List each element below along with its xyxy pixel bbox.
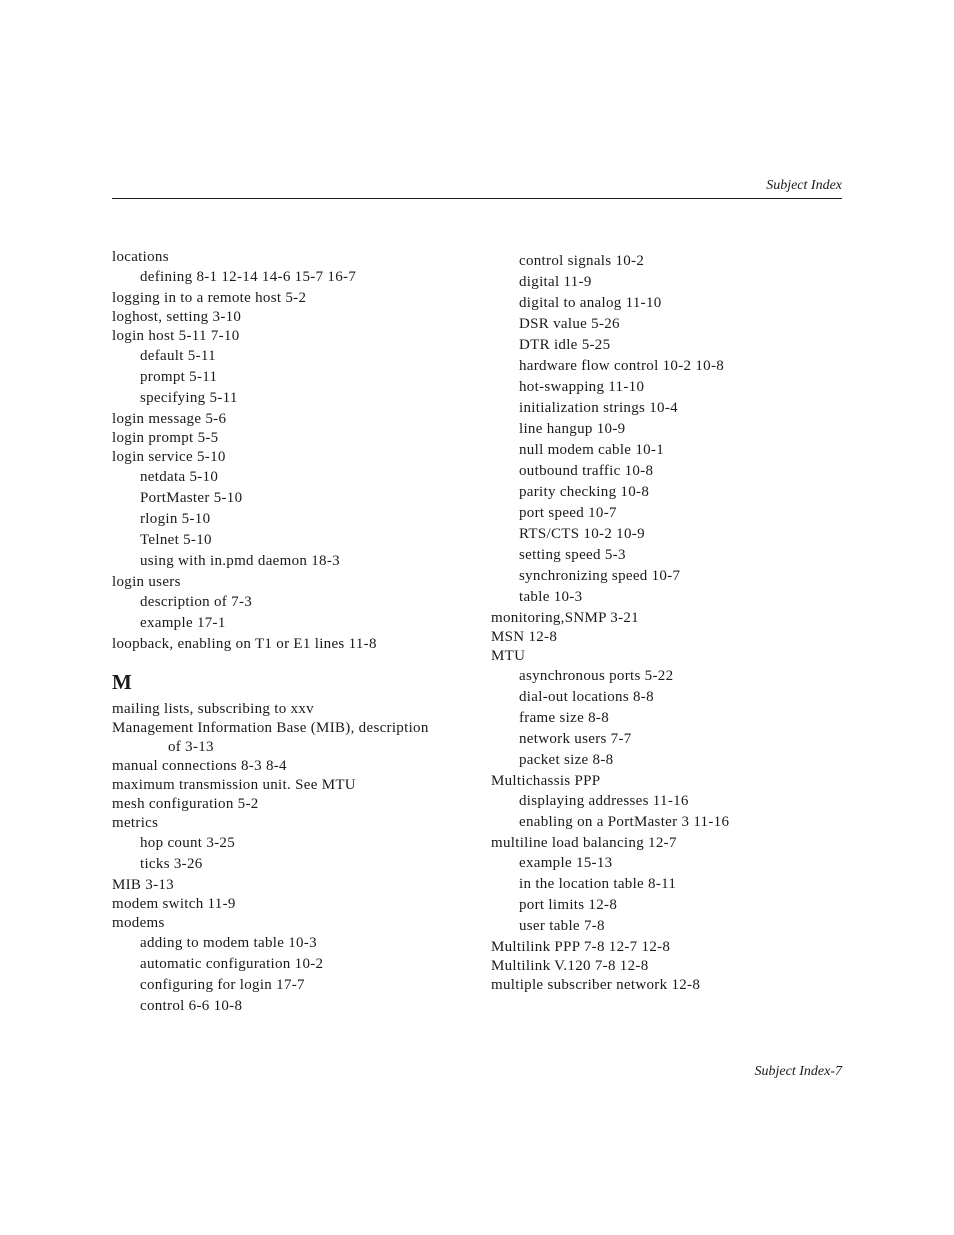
index-entry: locations: [112, 249, 169, 265]
index-subentry: digital to analog 11-10: [519, 295, 662, 311]
index-subentry: setting speed 5-3: [519, 547, 626, 563]
index-entry: multiline load balancing 12-7: [491, 835, 677, 851]
index-subentry: frame size 8-8: [519, 710, 609, 726]
index-subentry: control signals 10-2: [519, 253, 645, 269]
index-entry: modems: [112, 915, 165, 931]
index-subentry: hot-swapping 11-10: [519, 379, 645, 395]
running-head: Subject Index: [766, 178, 842, 193]
index-subentry: dial-out locations 8-8: [519, 689, 654, 705]
index-entry: logging in to a remote host 5-2: [112, 290, 307, 306]
index-subentry: displaying addresses 11-16: [519, 793, 689, 809]
index-entry: maximum transmission unit. See MTU: [112, 777, 356, 793]
index-subentry: example 15-13: [519, 855, 613, 871]
index-subentry: configuring for login 17-7: [140, 977, 305, 993]
index-entry: MTU: [491, 648, 526, 664]
index-entry: MIB 3-13: [112, 877, 174, 893]
index-subentry: automatic configuration 10-2: [140, 956, 324, 972]
index-entry: modem switch 11-9: [112, 896, 236, 912]
index-subentry: adding to modem table 10-3: [140, 935, 317, 951]
index-entry: mesh configuration 5-2: [112, 796, 259, 812]
index-entry: manual connections 8-3 8-4: [112, 758, 287, 774]
index-subentry: prompt 5-11: [140, 369, 218, 385]
index-column-left: [112, 248, 472, 1018]
index-entry: MSN 12-8: [491, 629, 558, 645]
index-subentry: DSR value 5-26: [519, 316, 620, 332]
page-folio: Subject Index-7: [754, 1064, 842, 1079]
index-subentry: port limits 12-8: [519, 897, 618, 913]
index-subentry: initialization strings 10-4: [519, 400, 678, 416]
index-subentry: netdata 5-10: [140, 469, 219, 485]
index-subentry: control 6-6 10-8: [140, 998, 243, 1014]
index-entry-continuation: of 3-13: [168, 739, 214, 755]
index-entry: Multilink V.120 7-8 12-8: [491, 958, 649, 974]
index-subentry: rlogin 5-10: [140, 511, 211, 527]
index-subentry: defining 8-1 12-14 14-6 15-7 16-7: [140, 269, 357, 285]
index-subentry: hardware flow control 10-2 10-8: [519, 358, 725, 374]
index-column-right: [491, 251, 851, 995]
index-subentry: default 5-11: [140, 348, 216, 364]
index-subentry: RTS/CTS 10-2 10-9: [519, 526, 645, 542]
index-subentry: network users 7-7: [519, 731, 632, 747]
index-entry: login host 5-11 7-10: [112, 328, 240, 344]
index-subentry: outbound traffic 10-8: [519, 463, 654, 479]
index-entry: login prompt 5-5: [112, 430, 219, 446]
index-subentry: table 10-3: [519, 589, 583, 605]
index-subentry: ticks 3-26: [140, 856, 203, 872]
index-entry: loopback, enabling on T1 or E1 lines 11-8: [112, 636, 377, 652]
index-subentry: DTR idle 5-25: [519, 337, 611, 353]
index-entry: Multilink PPP 7-8 12-7 12-8: [491, 939, 671, 955]
index-entry: Management Information Base (MIB), description: [112, 720, 429, 736]
index-subentry: specifying 5-11: [140, 390, 238, 406]
index-subentry: PortMaster 5-10: [140, 490, 243, 506]
index-subentry: Telnet 5-10: [140, 532, 212, 548]
index-entry: multiple subscriber network 12-8: [491, 977, 701, 993]
index-subentry: packet size 8-8: [519, 752, 614, 768]
index-subentry: parity checking 10-8: [519, 484, 650, 500]
index-subentry: enabling on a PortMaster 3 11-16: [519, 814, 730, 830]
index-entry: metrics: [112, 815, 159, 831]
index-subentry: in the location table 8-11: [519, 876, 677, 892]
header-rule: [112, 198, 842, 199]
index-entry: login message 5-6: [112, 411, 227, 427]
index-subentry: example 17-1: [140, 615, 226, 631]
index-entry: login service 5-10: [112, 449, 226, 465]
index-subentry: port speed 10-7: [519, 505, 617, 521]
index-subentry: null modem cable 10-1: [519, 442, 665, 458]
index-entry: login users: [112, 574, 181, 590]
index-subentry: synchronizing speed 10-7: [519, 568, 681, 584]
index-subentry: using with in.pmd daemon 18-3: [140, 553, 340, 569]
index-subentry: digital 11-9: [519, 274, 592, 290]
index-subentry: line hangup 10-9: [519, 421, 626, 437]
index-subentry: hop count 3-25: [140, 835, 236, 851]
index-entry: Multichassis PPP: [491, 773, 601, 789]
index-entry: monitoring,SNMP 3-21: [491, 610, 639, 626]
index-entry: mailing lists, subscribing to xxv: [112, 701, 314, 717]
index-letter-heading: M: [112, 670, 133, 694]
index-entry: loghost, setting 3-10: [112, 309, 242, 325]
index-subentry: asynchronous ports 5-22: [519, 668, 674, 684]
index-subentry: user table 7-8: [519, 918, 605, 934]
index-subentry: description of 7-3: [140, 594, 253, 610]
